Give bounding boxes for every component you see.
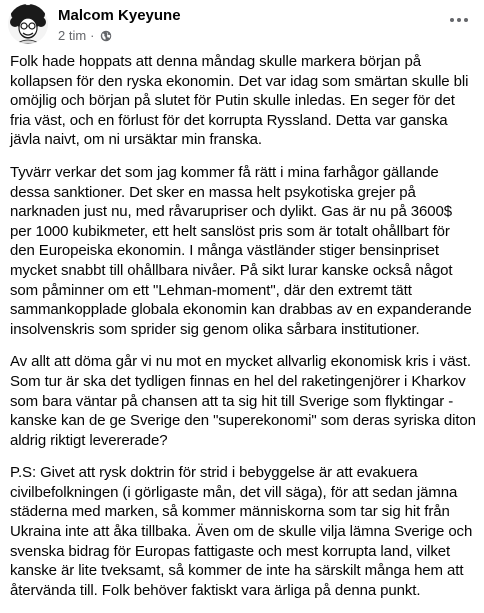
post-paragraph: Folk hade hoppats att denna måndag skulle markera början på kollapsen för den ryska ekonomin. Det var idag som smärtan skulle bli omöjlig och början på slutet för Putin skulle inledas. En seger för det fria väst, och en förlust för det korrupta Ryssland. Detta var ganska jävla naivt, om ni ursäktar min franska. [10, 53, 469, 149]
author-avatar[interactable] [8, 4, 48, 44]
more-dot [464, 18, 468, 22]
post-timestamp[interactable]: 2 tim [58, 28, 87, 43]
post-paragraph: Av allt att döma går vi nu mot en mycket allvarlig ekonomisk kris i väst. Som tur är ska det tydligen finnas en hel del raketingenjörer i Kharkov som bara väntar på chansen att ta sig hit till Sverige som flyktingar - kanske kan de ge Sverige den "superekonomi" som deras syriska diton aldrig riktigt levererade? [10, 353, 476, 449]
post-body [10, 52, 476, 613]
post-paragraph: P.S: Givet att rysk doktrin för strid i bebyggelse är att evakuera civilbefolkningen (i görligaste mån, det vill säga), för att sedan jämna städerna med marken, så kommer människorna som tar sig hit från Ukraina inte att åka tillbaka. Även om de skulle vilja lämna Sverige och svenska bidrag för Europas fattigaste och mest korrupta land, vilket kanske är lite tveksamt, så kommer de inte ha särskilt många hem att återvända till. Folk behöver faktiskt vara ärliga på denna punkt. [10, 464, 473, 599]
post-header [8, 4, 476, 48]
post-meta [58, 28, 112, 43]
more-options-icon[interactable] [444, 10, 474, 30]
post-paragraph: Tyvärr verkar det som jag kommer få rätt i mina farhågor gällande dessa sanktioner. Det sker en massa helt psykotiska grejer på narknaden just nu, med råvarupriser och dylikt. Gas är nu på 3600$ per 1000 kubikmeter, ett helt sanslöst pris som är totalt ohållbart för den Europeiska ekonomin. I många västländer stiger bensinpriset mycket snabbt till ohållbara nivåer. På sikt lurar kanske också något som påminner om ett "Lehman-moment", där den extremt tätt sammankopplade globala ekonomin kan drabbas av en expanderande insolvenskris som sprider sig genom olika sårbara institutioner. [10, 163, 472, 338]
meta-separator: · [90, 28, 95, 43]
avatar-image [8, 4, 48, 44]
globe-icon[interactable] [100, 30, 112, 42]
more-dot [450, 18, 454, 22]
author-name[interactable]: Malcom Kyeyune [58, 7, 181, 24]
more-dot [457, 18, 461, 22]
